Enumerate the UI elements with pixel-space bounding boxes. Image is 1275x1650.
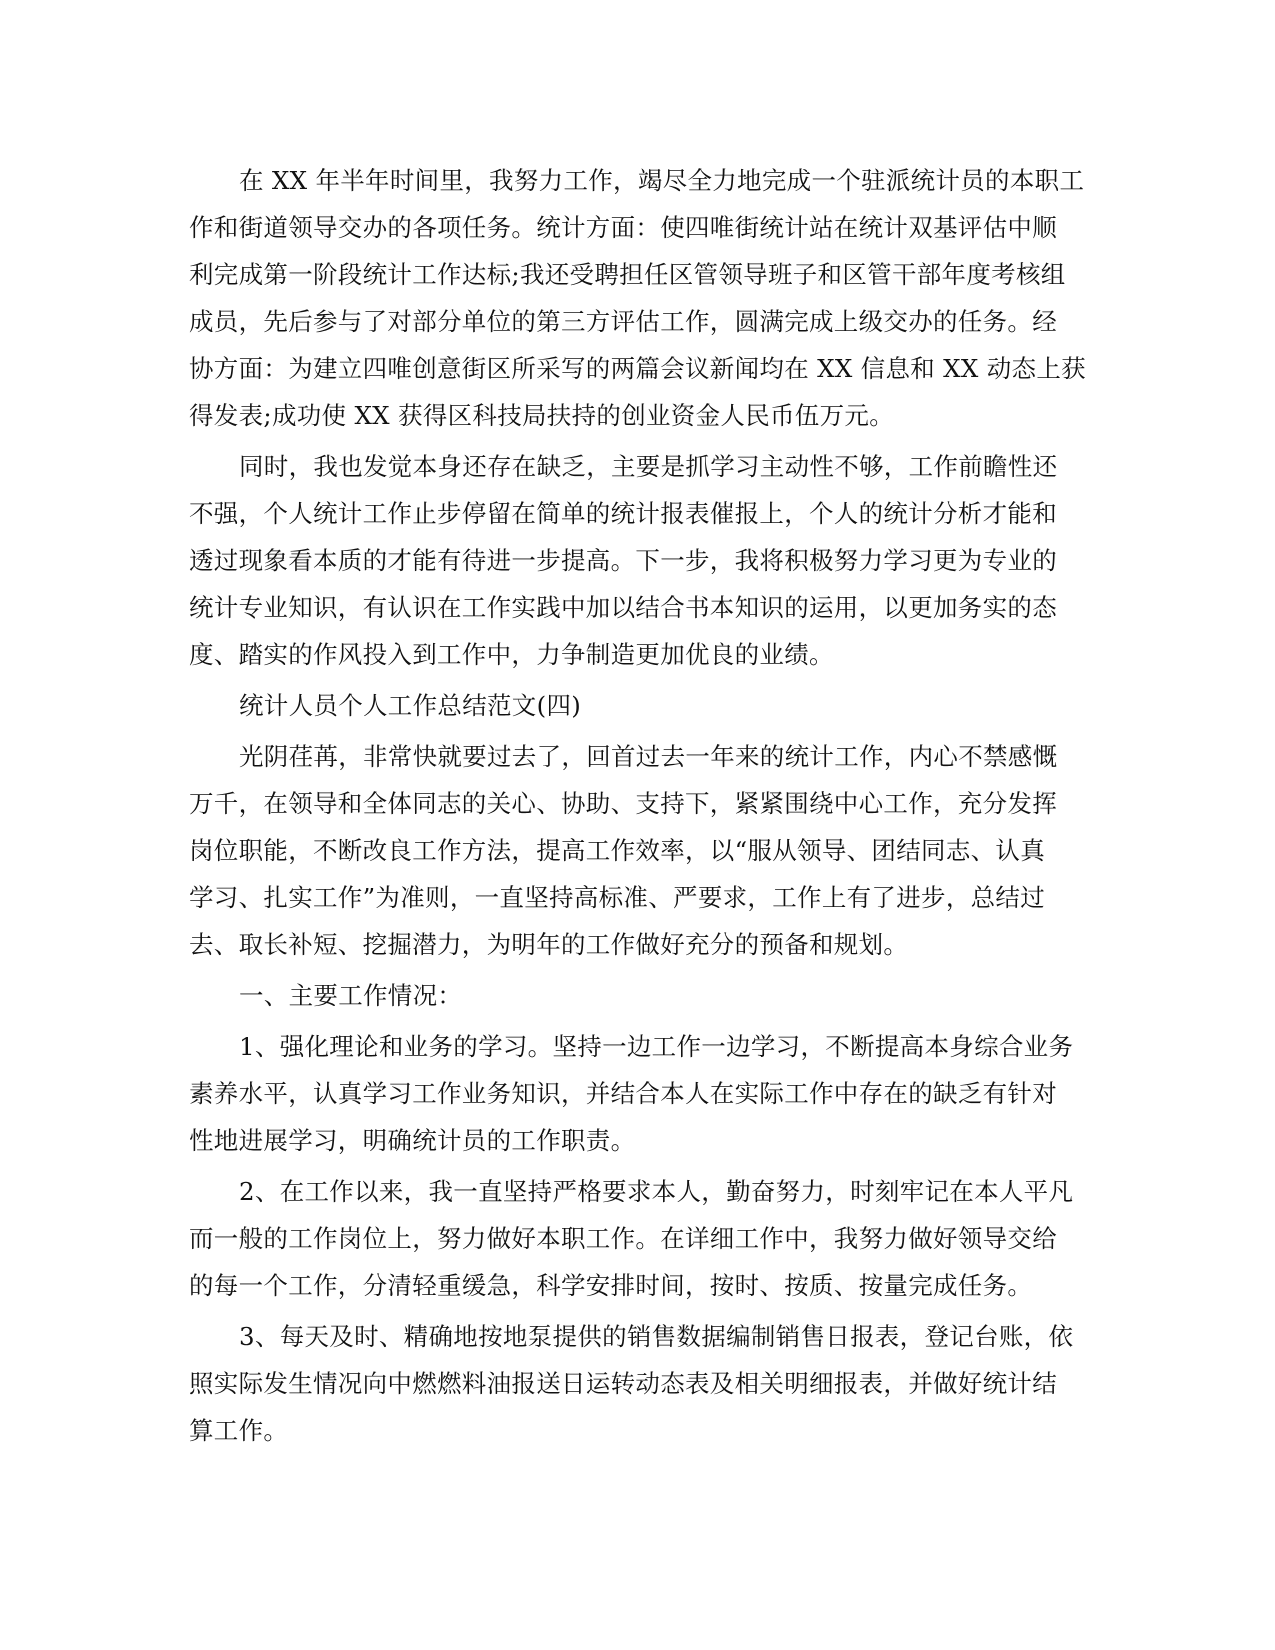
paragraph-line: 度、踏实的作风投入到工作中，力争制造更加优良的业绩。 <box>189 640 834 669</box>
paragraph-line: 统计人员个人工作总结范文(四) <box>239 691 582 720</box>
paragraph-line: 1、强化理论和业务的学习。坚持一边工作一边学习，不断提高本身综合业务 <box>239 1032 1074 1061</box>
paragraph-line: 万千，在领导和全体同志的关心、协助、支持下，紧紧围绕中心工作，充分发挥 <box>189 789 1057 818</box>
document-body <box>189 157 1086 1458</box>
paragraph-line: 算工作。 <box>189 1416 289 1445</box>
paragraph <box>189 972 1069 1019</box>
paragraph-line: 而一般的工作岗位上，努力做好本职工作。在详细工作中，我努力做好领导交给 <box>189 1224 1057 1253</box>
paragraph-line: 成员，先后参与了对部分单位的第三方评估工作，圆满完成上级交办的任务。经 <box>189 307 1057 336</box>
paragraph-line: 透过现象看本质的才能有待进一步提高。下一步，我将积极努力学习更为专业的 <box>189 546 1057 575</box>
paragraph-line: 协方面：为建立四唯创意街区所采写的两篇会议新闻均在 XX 信息和 XX 动态上获 <box>189 354 1086 383</box>
paragraph-line: 统计专业知识，有认识在工作实践中加以结合书本知识的运用，以更加务实的态 <box>189 593 1057 622</box>
paragraph-line: 性地进展学习，明确统计员的工作职责。 <box>189 1126 636 1155</box>
paragraph <box>189 682 1069 729</box>
paragraph-line: 利完成第一阶段统计工作达标;我还受聘担任区管领导班子和区管干部年度考核组 <box>189 260 1066 289</box>
paragraph <box>189 1313 1074 1454</box>
paragraph-line: 光阴荏苒，非常快就要过去了，回首过去一年来的统计工作，内心不禁感慨 <box>239 742 1058 771</box>
paragraph-line: 素养水平，认真学习工作业务知识，并结合本人在实际工作中存在的缺乏有针对 <box>189 1079 1057 1108</box>
paragraph <box>189 443 1069 678</box>
paragraph-line: 得发表;成功使 XX 获得区科技局扶持的创业资金人民币伍万元。 <box>189 401 895 430</box>
paragraph-line: 在 XX 年半年时间里，我努力工作，竭尽全力地完成一个驻派统计员的本职工 <box>239 166 1085 195</box>
paragraph <box>189 1168 1074 1309</box>
paragraph-line: 的每一个工作，分清轻重缓急，科学安排时间，按时、按质、按量完成任务。 <box>189 1271 1033 1300</box>
paragraph-line: 学习、扎实工作”为准则，一直坚持高标准、严要求，工作上有了进步，总结过 <box>189 883 1046 912</box>
paragraph-line: 不强，个人统计工作止步停留在简单的统计报表催报上，个人的统计分析才能和 <box>189 499 1057 528</box>
paragraph <box>189 157 1086 439</box>
paragraph-line: 岗位职能，不断改良工作方法，提高工作效率，以“服从领导、团结同志、认真 <box>189 836 1046 865</box>
paragraph-line: 照实际发生情况向中燃燃料油报送日运转动态表及相关明细报表，并做好统计结 <box>189 1369 1057 1398</box>
paragraph <box>189 1023 1074 1164</box>
paragraph-line: 同时，我也发觉本身还存在缺乏，主要是抓学习主动性不够，工作前瞻性还 <box>239 452 1058 481</box>
paragraph-line: 去、取长补短、挖掘潜力，为明年的工作做好充分的预备和规划。 <box>189 930 909 959</box>
paragraph-line: 一、主要工作情况： <box>239 981 463 1010</box>
paragraph-line: 3、每天及时、精确地按地泵提供的销售数据编制销售日报表，登记台账，依 <box>239 1322 1074 1351</box>
paragraph-line: 作和街道领导交办的各项任务。统计方面：使四唯街统计站在统计双基评估中顺 <box>189 213 1057 242</box>
paragraph-line: 2、在工作以来，我一直坚持严格要求本人，勤奋努力，时刻牢记在本人平凡 <box>239 1177 1074 1206</box>
paragraph <box>189 733 1069 968</box>
